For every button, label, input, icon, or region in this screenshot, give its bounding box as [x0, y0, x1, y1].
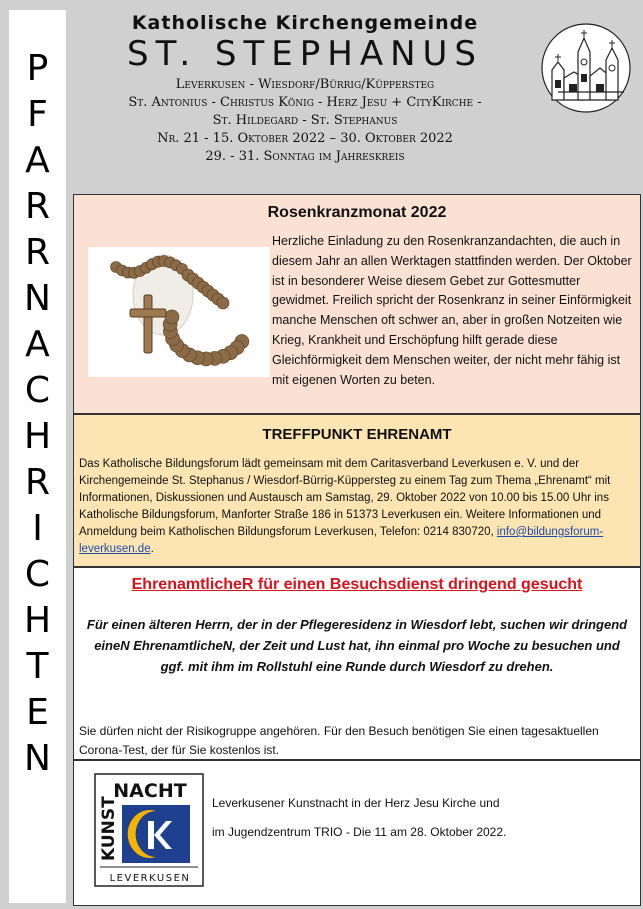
rosary-month-section: [73, 194, 641, 414]
sidebar-title-letter: H: [23, 600, 52, 641]
kunstnacht-logo-icon: [94, 773, 204, 887]
parish-churches-2: St. Hildegard - St. Stephanus: [212, 113, 398, 128]
sidebar-title-letter: T: [26, 646, 49, 687]
sidebar-title-letter: C: [24, 554, 51, 595]
sidebar-title-letter: N: [24, 738, 51, 779]
parish-churches: St. Antonius - Christus König - Herz Jesu + CityKirche -: [128, 95, 482, 110]
volunteer-meeting-title: TREFFPUNKT EHRENAMT: [262, 426, 452, 443]
rosary-bead: [165, 310, 179, 324]
kunstnacht-logo-side: KUNST: [99, 796, 119, 861]
visiting-service-lead: Für einen älteren Herrn, der in der Pflegeresidenz in Wiesdorf lebt, suchen wir dringend eineN EhrenamtlicheN, der Zeit und Lust hat, ihn einmal pro Woche zu besuchen und ggf. mit ihm im Rollstuhl eine Runde durch Wiesdorf zu drehen.: [86, 617, 628, 674]
sidebar-title: [9, 46, 66, 782]
parish-name: ST. STEPHANUS: [127, 34, 483, 74]
sidebar-title-letter: R: [24, 462, 50, 503]
kunstnacht-logo-top: NACHT: [113, 780, 187, 802]
churches-logo-icon: [540, 22, 632, 114]
masthead: [76, 8, 534, 166]
parish-locations: Leverkusen - Wiesdorf/Bürrig/Küppersteg: [175, 77, 435, 92]
sidebar-title-letter: A: [25, 324, 50, 365]
sidebar-title-letter: N: [24, 278, 51, 319]
sidebar-title-letter: F: [27, 94, 48, 135]
sidebar-title-letter: H: [23, 416, 52, 457]
sidebar-title-letter: I: [32, 508, 43, 549]
issue-info: Nr. 21 - 15. Oktober 2022 – 30. Oktober 2022: [157, 131, 453, 146]
rosary-bead: [217, 297, 229, 309]
sidebar-title-letter: E: [26, 692, 49, 733]
liturgical-week: 29. - 31. Sonntag im Jahreskreis: [205, 149, 405, 164]
volunteer-meeting-body: Das Katholische Bildungsforum lädt gemeinsam mit dem Caritasverband Leverkusen e. V. und der Kirchengemeinde St. Stephanus / Wiesdorf-Bürrig-Küppersteg zu einem Tag zum Thema „Ehrenamt“ mit Informationen, Diskussionen und Austausch am Samstag, 29. Oktober 2022 von 10.00 bis 15.00 Uhr ins Katholische Bildungsforum, Manforter Straße 186 in 51373 Leverkusen ein. Weitere Informationen und Anmeldung beim Katholischen Bildungsforum Leverkusen, Telefon: 0214 830720,: [79, 458, 611, 538]
kunstnacht-logo-bottom: LEVERKUSEN: [109, 873, 191, 884]
sidebar-strip: [9, 10, 66, 903]
rosary-image: [88, 247, 270, 377]
sidebar-title-letter: C: [24, 370, 51, 411]
rosary-title: Rosenkranzmonat 2022: [267, 204, 447, 221]
visiting-service-section: [73, 567, 641, 760]
volunteer-meeting-tail: .: [150, 543, 154, 555]
art-night-section: [73, 760, 641, 906]
art-night-line-1: Leverkusener Kunstnacht in der Herz Jesu Kirche und: [212, 796, 500, 810]
parish-type: Katholische Kirchengemeinde: [131, 12, 479, 34]
rosary-text: Herzliche Einladung zu den Rosenkranzandachten, die auch in diesem Jahr an allen Werktagen stattfinden werden. Der Oktober ist in besonderer Weise diesem Gebet zur Gottesmutter gewidmet. Freilich spricht der Rosenkranz in seiner Einförmigkeit manche Menschen oft schwer an, aber in großen Notzeiten wie Krieg, Krankheit und Erschöpfung hilft gerade diese Gleichförmigkeit dem Menschen weiter, der nicht mehr fähig ist mit eigenen Worten zu beten.: [272, 234, 632, 387]
sidebar-title-letter: A: [25, 140, 50, 181]
visiting-service-title: EhrenamtlicheR für einen Besuchsdienst dringend gesucht: [131, 576, 583, 593]
art-night-line-2: im Jugendzentrum TRIO - Die 11 am 28. Oktober 2022.: [212, 825, 507, 839]
volunteer-meeting-section: [73, 414, 641, 567]
sidebar-title-letter: P: [26, 48, 49, 89]
sidebar-title-letter: R: [24, 232, 50, 273]
visiting-service-note: Sie dürfen nicht der Risikogruppe angehören. Für den Besuch benötigen Sie einen tagesaktuellen Corona-Test, der für Sie kostenlos ist.: [79, 724, 599, 757]
volunteer-meeting-text: [79, 456, 639, 558]
sidebar-title-letter: R: [24, 186, 50, 227]
email-link[interactable]: info@bildungsforum-leverkusen.de: [79, 526, 604, 555]
